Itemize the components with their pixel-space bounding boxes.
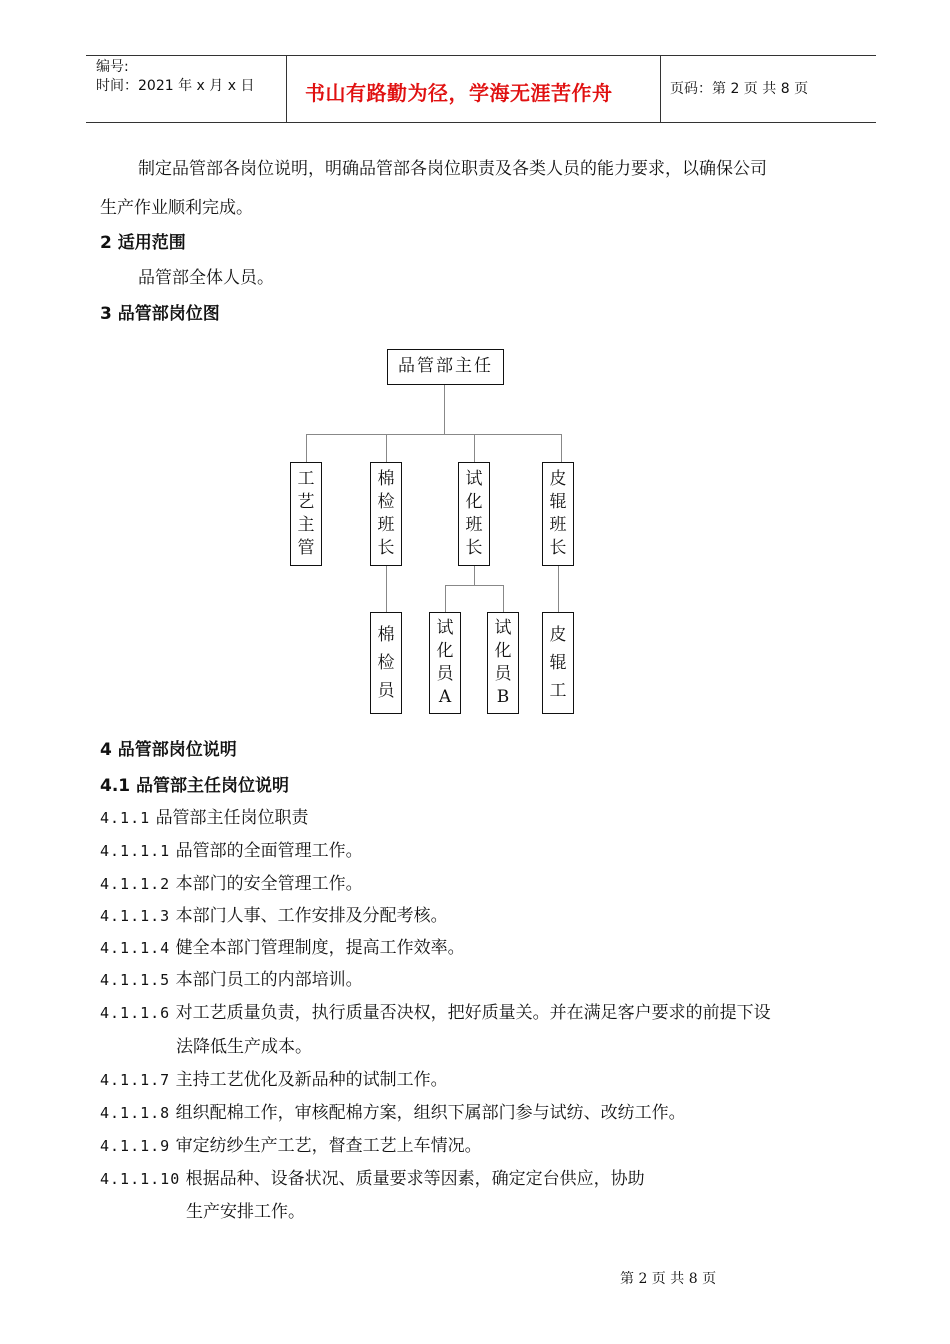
char: 员 xyxy=(436,664,454,684)
time-label: 时间：2021 年 x 月 x 日 xyxy=(96,78,255,94)
char: 棉 xyxy=(377,625,395,645)
char: 化 xyxy=(465,492,483,512)
org-box-shihua-yuan-b xyxy=(487,612,519,714)
org-box-mianjian-banzhang xyxy=(370,462,402,566)
item-num: 4.1.1.8 xyxy=(100,1104,171,1122)
item-text: 品管部的全面管理工作。 xyxy=(175,841,363,861)
org-box-pigun-banzhang xyxy=(542,462,574,566)
connector-mianjian-down xyxy=(386,565,387,613)
list-item xyxy=(100,1135,482,1157)
char: 试 xyxy=(494,618,512,638)
char: 员 xyxy=(494,664,512,684)
item-num: 4.1.1.1 xyxy=(100,842,171,860)
char: 员 xyxy=(377,681,395,701)
connector-to-box-2 xyxy=(386,434,387,462)
list-item xyxy=(100,969,363,991)
connector-shihua-b xyxy=(503,585,504,613)
connector-shihua-bar xyxy=(445,585,504,586)
connector-to-box-4 xyxy=(561,434,562,462)
org-box-mianjian-yuan xyxy=(370,612,402,714)
item-text: 本部门员工的内部培训。 xyxy=(175,970,363,990)
page-label: 页码：第 2 页 共 8 页 xyxy=(670,81,809,97)
org-box-gongyi-zhuguan xyxy=(290,462,322,566)
char: 皮 xyxy=(549,625,567,645)
char: 主 xyxy=(297,515,315,535)
serial-label: 编号: xyxy=(96,59,129,75)
char: 班 xyxy=(377,515,395,535)
item-num: 4.1.1.5 xyxy=(100,971,171,989)
char: 长 xyxy=(549,538,567,558)
item-text: 审定纺纱生产工艺，督查工艺上车情况。 xyxy=(175,1136,482,1156)
connector-to-box-3 xyxy=(474,434,475,462)
char: 棉 xyxy=(377,469,395,489)
char: 试 xyxy=(436,618,454,638)
connector-to-box-1 xyxy=(306,434,307,462)
duties-title-text: 品管部主任岗位职责 xyxy=(155,808,309,828)
section-3-title: 3 品管部岗位图 xyxy=(100,304,220,324)
header-divider-left xyxy=(286,55,287,122)
connector-shihua-a xyxy=(445,585,446,613)
header-divider-right xyxy=(660,55,661,122)
item-num: 4.1.1.9 xyxy=(100,1137,171,1155)
page-footer: 第 2 页 共 8 页 xyxy=(620,1271,717,1287)
org-box-shihua-banzhang xyxy=(458,462,490,566)
org-root-box xyxy=(387,349,504,385)
list-item xyxy=(100,1102,686,1124)
connector-root-down xyxy=(444,384,445,435)
item-text: 主持工艺优化及新品种的试制工作。 xyxy=(175,1070,448,1090)
org-box-pigun-gong xyxy=(542,612,574,714)
section-2-text: 品管部全体人员。 xyxy=(138,268,274,288)
item-text: 本部门的安全管理工作。 xyxy=(175,874,363,894)
char: 艺 xyxy=(297,492,315,512)
connector-shihua-down xyxy=(474,565,475,585)
intro-line-1: 制定品管部各岗位说明，明确品管部各岗位职责及各类人员的能力要求，以确保公司 xyxy=(138,159,767,179)
list-item-continuation: 生产安排工作。 xyxy=(186,1202,305,1222)
char: 辊 xyxy=(549,653,567,673)
item-num: 4.1.1.7 xyxy=(100,1071,171,1089)
char: 工 xyxy=(297,469,315,489)
char: 皮 xyxy=(549,469,567,489)
item-text: 对工艺质量负责，执行质量否决权，把好质量关。并在满足客户要求的前提下设 xyxy=(175,1003,771,1023)
list-item xyxy=(100,905,448,927)
duties-title xyxy=(100,807,309,829)
item-num: 4.1.1.3 xyxy=(100,907,171,925)
section-4-title: 4 品管部岗位说明 xyxy=(100,740,237,760)
list-item xyxy=(100,873,363,895)
char: A xyxy=(438,687,452,707)
list-item xyxy=(100,1168,645,1190)
char: 班 xyxy=(465,515,483,535)
char: 工 xyxy=(549,681,567,701)
item-text: 组织配棉工作，审核配棉方案，组织下属部门参与试纺、改纺工作。 xyxy=(175,1103,686,1123)
char: 长 xyxy=(465,538,483,558)
list-item xyxy=(100,1069,448,1091)
char: 检 xyxy=(377,653,395,673)
list-item xyxy=(100,840,363,862)
header-top-rule xyxy=(86,55,876,56)
char: 班 xyxy=(549,515,567,535)
connector-pigun-down xyxy=(558,565,559,613)
list-item xyxy=(100,937,465,959)
list-item-continuation: 法降低生产成本。 xyxy=(176,1037,312,1057)
item-num: 4.1.1.4 xyxy=(100,939,171,957)
section-4-1-title: 4.1 品管部主任岗位说明 xyxy=(100,776,290,796)
org-box-shihua-yuan-a xyxy=(429,612,461,714)
char: 检 xyxy=(377,492,395,512)
item-num: 4.1.1.6 xyxy=(100,1004,171,1022)
header-motto: 书山有路勤为径，学海无涯苦作舟 xyxy=(305,81,613,105)
char: 试 xyxy=(465,469,483,489)
item-num: 4.1.1.10 xyxy=(100,1170,181,1188)
item-text: 本部门人事、工作安排及分配考核。 xyxy=(175,906,448,926)
connector-level2-bar xyxy=(306,434,562,435)
item-text: 根据品种、设备状况、质量要求等因素，确定定台供应，协助 xyxy=(185,1169,645,1189)
char: 长 xyxy=(377,538,395,558)
org-root-label: 品管部主任 xyxy=(398,356,493,376)
char: B xyxy=(496,687,510,707)
char: 辊 xyxy=(549,492,567,512)
item-num: 4.1.1.2 xyxy=(100,875,171,893)
item-text: 健全本部门管理制度，提高工作效率。 xyxy=(175,938,465,958)
duties-title-num: 4.1.1 xyxy=(100,809,151,827)
char: 化 xyxy=(494,641,512,661)
char: 化 xyxy=(436,641,454,661)
char: 管 xyxy=(297,538,315,558)
intro-line-2: 生产作业顺利完成。 xyxy=(100,198,253,218)
section-2-title: 2 适用范围 xyxy=(100,233,186,253)
header-bottom-rule xyxy=(86,122,876,123)
list-item xyxy=(100,1002,771,1024)
